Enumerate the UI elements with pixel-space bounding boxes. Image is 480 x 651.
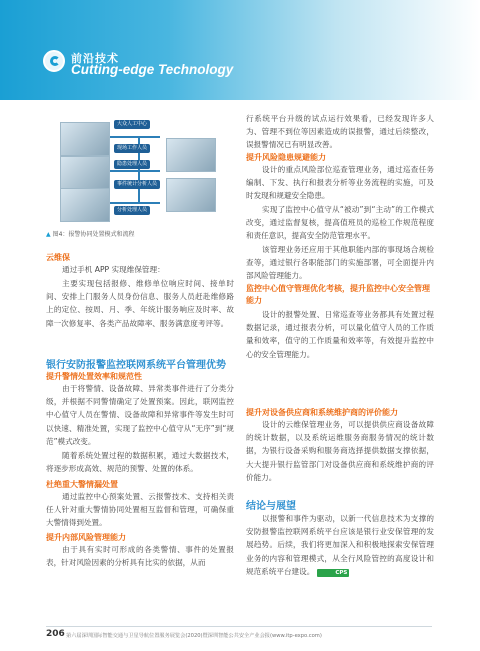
page-number: 206 [46,629,65,639]
figure-photo [60,188,110,222]
figure-label: 隐患处理人员 [114,160,150,169]
caption-marker: ▲ [46,231,51,238]
paragraph: 由于将警情、设备故障、异常类事件进行了分类分级，并根据不同警情确定了处置预案。因此，联网监控中心值守人员在警情、设备故障和异常事件等发生时可以快速、精准处置，实现了监控中心值守从“无序”到“规范”模式改变。 [46,384,234,446]
workflow-figure [58,118,216,220]
figure-caption [46,229,134,238]
paragraph: 行系统平台升级的试点运行效果看，已经发现许多人为、管理不到位等因素造成的误报警，通过后续整改，误报警情况已有明显改善。 [246,114,434,150]
figure-label: 大众人工中心 [114,120,150,129]
paragraph [246,512,434,578]
heading-efficiency: 提升警情处置效率和规范性 [46,372,142,381]
end-mark-icon: CPS [317,569,349,577]
heading-monitor-center: 监控中心值守管理优化考核，提升监控中心安全管理能力 [246,284,430,305]
section-logo-icon [43,50,65,72]
paragraph: 实现了监控中心值守从“被动”到“主动”的工作模式改变，通过监督复核，提高值班员的巡检工作规范程度和责任意识，提高安全防范管理水平。 [246,205,434,241]
footer-divider [46,626,432,627]
section-title-cn: 前沿技术 [71,52,119,65]
heading-platform-advantages: 银行安防报警监控联网系统平台管理优势 [46,360,226,371]
paragraph: 通过手机 APP 实现维保管理： [62,265,165,274]
paragraph: 主要实现包括报修、维修单位响应时间、接单时间、安排上门服务人员身份信息、服务人员赶赴维修路上的定位、按周、月、季、年统计服务响应及时率、故障一次修复率、各类产品故障率、服务满意度考评等。 [46,279,234,328]
heading-conclusion: 结论与展望 [246,501,296,512]
paragraph: 设计的报警处置、日常巡查等业务都具有处置过程数据记录，通过报表分析，可以量化值守人员的工作质量和效率，值守的工作质量和效率等，有效提升监控中心的安全管理能力。 [246,310,434,359]
figure-label: 事件统计分析人员 [114,180,160,189]
figure-connector [110,202,160,204]
figure-photo [166,178,216,212]
section-header [0,0,480,100]
figure-connector [110,170,160,172]
heading-internal-risk: 提升内部风险管理能力 [46,533,126,542]
figure-label: 分析处理人员 [114,206,150,215]
figure-photo [166,138,216,172]
conclusion-text: 以报警和事件为驱动，以新一代信息技术为支撑的安防报警监控联网系统平台应该是银行业安保管理的发展趋势。后续，我们将更加深入和积极地探索安保管理业务的内容和管理模式，从全行风险管控的高度设计和规范系统平台建设。 [246,514,434,576]
heading-supplier-evaluation: 提升对设备供应商和系统维护商的评价能力 [246,408,398,417]
paragraph: 设计的云维保管理业务，可以提供供应商设备故障的统计数据，以及系统运维服务商服务情况的统计数据，为银行设备采购和服务商选择提供数据支撑依据，大大提升银行监管部门对设备供应商和系统维护商的评价能力。 [246,420,434,482]
heading-major-alarms: 杜绝重大警情漏处置 [46,480,118,489]
paragraph: 随着系统处置过程的数据积累，通过大数据技术，将逐步形成高效、规范的预警、处置的体系。 [46,451,234,474]
heading-cloud-maintenance: 云维保 [46,253,70,262]
paragraph: 设计的重点风险部位巡查管理业务，通过巡查任务编制、下发、执行和报表分析等业务流程的实施，可及时发现和规避安全隐患。 [246,165,434,201]
figure-label: 现场工作人员 [114,144,150,153]
caption-text: 图4：报警协同处置模式和流程 [52,231,135,238]
figure-connector [110,136,160,138]
paragraph: 该管理业务还应用于其他职能内部的事现场合规检查等，通过银行各职能部门的实施部署，可全面提升内部风险管理能力。 [246,245,434,281]
figure-photo [60,122,110,156]
figure-photo [60,156,110,190]
paragraph: 通过监控中心预案处置、云报警技术、支持相关责任人针对重大警情协同处置相互监督和管理，可确保重大警情得到处置。 [46,492,234,528]
heading-hazard: 提升风险隐患规避能力 [246,153,326,162]
paragraph: 由于具有实时可形成的各类警情、事件的处置报表，针对风险因素的分析具有比实的依据，从而 [46,545,234,568]
section-title-en: Cutting-edge Technology [71,62,234,77]
footer-text: 第六届深圳国际智能交通与卫星导航位置服务展览会(2020)暨深圳智能公共安全产业会报(www.itp-expo.com) [66,633,322,639]
